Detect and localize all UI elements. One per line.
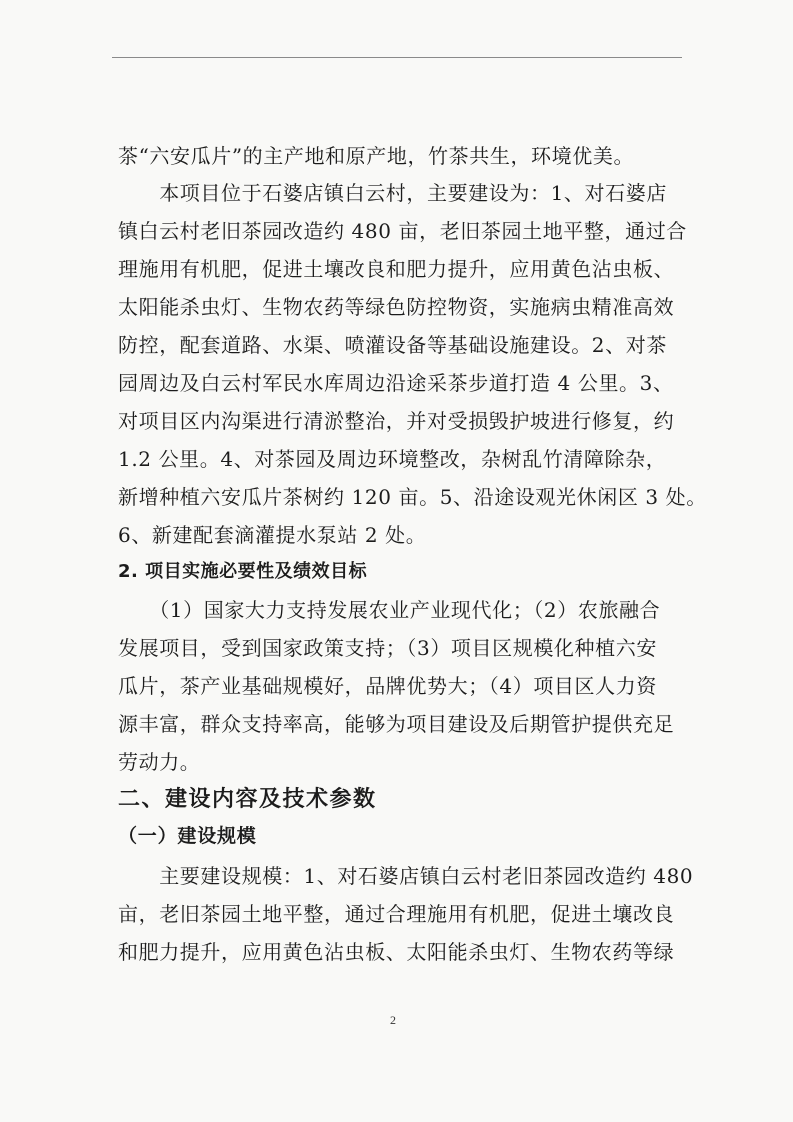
chapter-heading: 二、建设内容及技术参数 — [118, 787, 377, 812]
body-line: 太阳能杀虫灯、生物农药等绿色防控物资，实施病虫精准高效 — [118, 295, 675, 319]
body-line: 本项目位于石婆店镇白云村，主要建设为：1、对石婆店 — [118, 181, 667, 205]
body-line: 1.2 公里。4、对茶园及周边环境整改，杂树乱竹清障除杂， — [118, 447, 667, 471]
section-heading: 2. 项目实施必要性及绩效目标 — [118, 561, 368, 582]
body-line: 新增种植六安瓜片茶树约 120 亩。5、沿途设观光休闲区 3 处。 — [118, 485, 707, 509]
body-line: 园周边及白云村军民水库周边沿途采茶步道打造 4 公里。3、 — [118, 371, 674, 395]
page-number: 2 — [390, 1013, 396, 1027]
body-line: 瓜片，茶产业基础规模好，品牌优势大；（4）项目区人力资 — [118, 674, 657, 698]
body-line: 防控，配套道路、水渠、喷灌设备等基础设施建设。2、对茶 — [118, 333, 667, 357]
header-rule — [112, 57, 682, 58]
body-line: 劳动力。 — [118, 750, 201, 774]
body-line: 理施用有机肥，促进土壤改良和肥力提升，应用黄色沾虫板、 — [118, 257, 675, 281]
body-line: 亩，老旧茶园土地平整，通过合理施用有机肥，促进土壤改良 — [118, 902, 675, 926]
body-line: 对项目区内沟渠进行清淤整治，并对受损毁护坡进行修复，约 — [118, 409, 675, 433]
subsection-heading: （一）建设规模 — [118, 825, 257, 847]
body-line: 和肥力提升，应用黄色沾虫板、太阳能杀虫灯、生物农药等绿 — [118, 940, 675, 964]
body-line: 6、新建配套滴灌提水泵站 2 处。 — [118, 523, 427, 547]
body-line: 源丰富，群众支持率高，能够为项目建设及后期管护提供充足 — [118, 712, 675, 736]
body-line: 镇白云村老旧茶园改造约 480 亩，老旧茶园土地平整，通过合 — [118, 219, 687, 243]
body-line: 发展项目，受到国家政策支持；（3）项目区规模化种植六安 — [118, 636, 657, 660]
body-line: （1）国家大力支持发展农业产业现代化；（2）农旅融合 — [118, 598, 661, 622]
body-line: 茶“六安瓜片”的主产地和原产地，竹茶共生，环境优美。 — [118, 144, 635, 168]
body-line: 主要建设规模：1、对石婆店镇白云村老旧茶园改造约 480 — [118, 864, 694, 888]
